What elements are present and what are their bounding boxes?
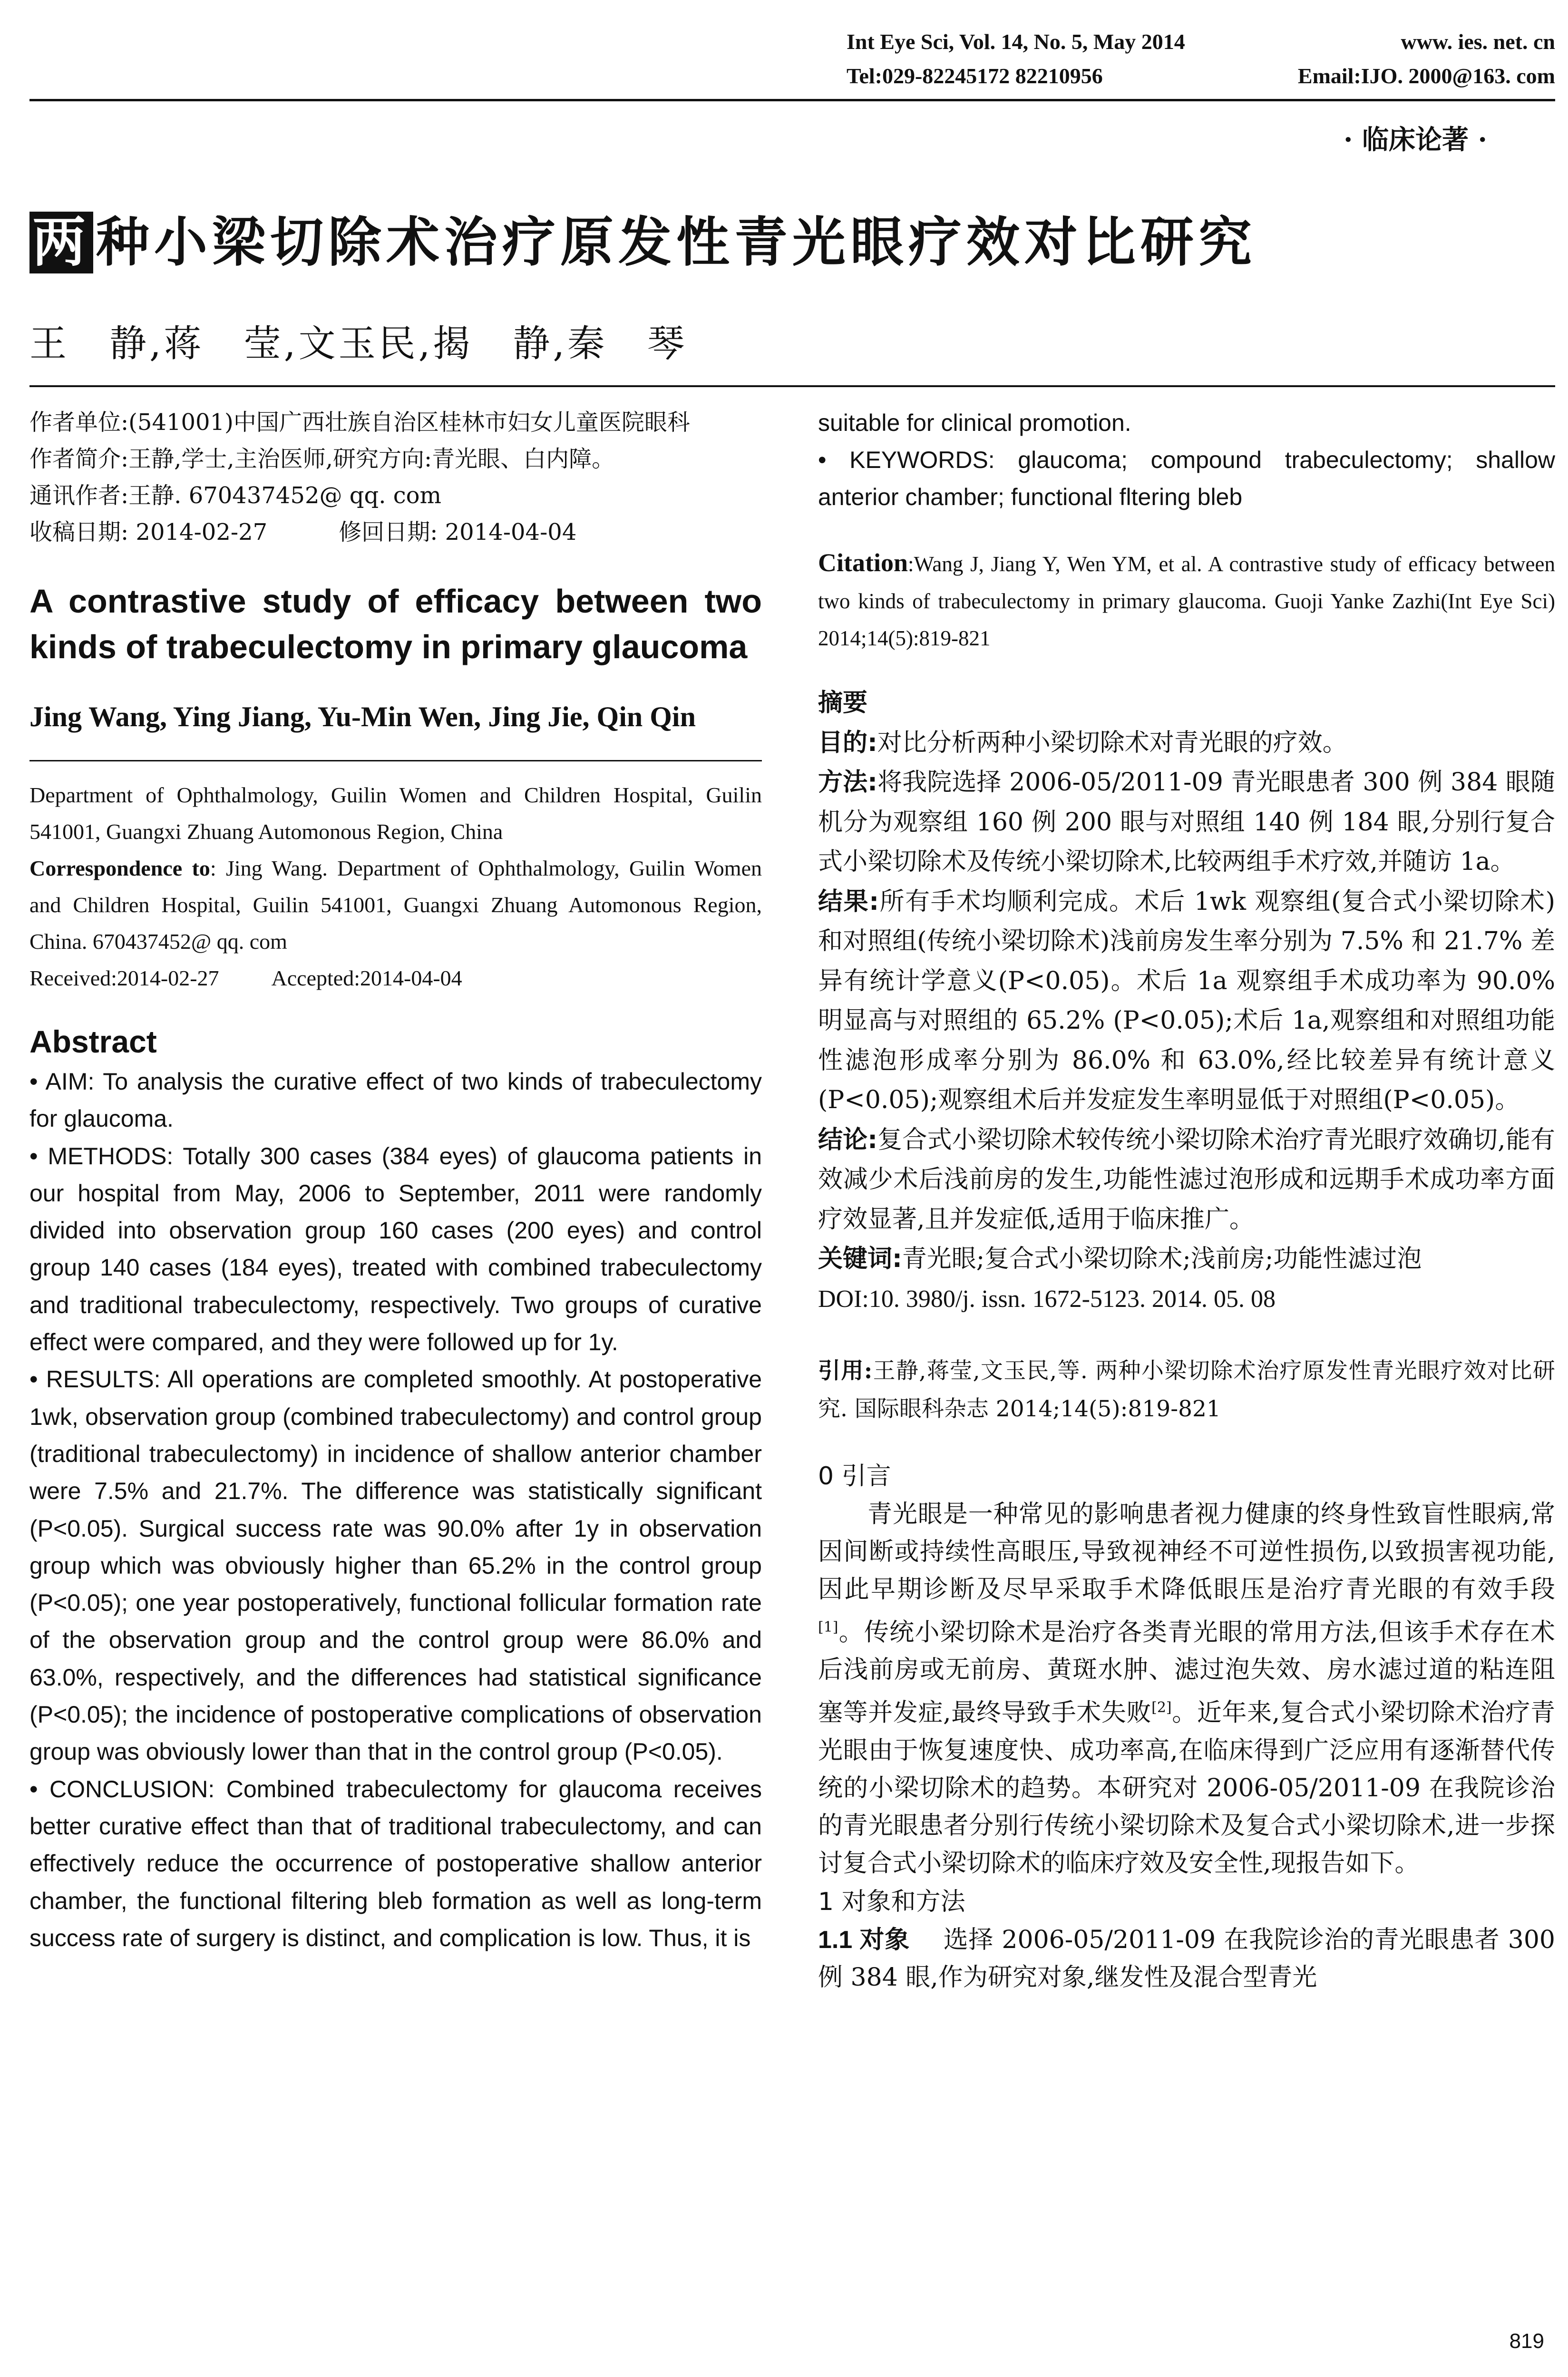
journal-line: Int Eye Sci, Vol. 14, No. 5, May 2014	[847, 29, 1185, 54]
intro-body	[818, 1496, 1555, 1882]
department-en: Department of Ophthalmology, Guilin Women and Children Hospital, Guilin 541001, Guangxi Zhuang Automonous Region, China	[29, 783, 762, 844]
dates-zh	[29, 514, 762, 551]
citation-text: :Wang J, Jiang Y, Wen YM, et al. A contrastive study of efficacy between two kinds of trabeculectomy in primary glaucoma. Guoji Yanke Zazhi(Int Eye Sci) 2014;14(5):819-821	[818, 552, 1555, 650]
abstract-zh	[818, 683, 1555, 1319]
results-text: 所有手术均顺利完成。术后 1wk 观察组(复合式小梁切除术)和对照组(传统小梁切除术)浅前房发生率分别为 7.5% 和 21.7% 差异有统计学意义(P<0.05)。术后 1a 观察组手术成功率为 90.0% 明显高与对照组的 65.2% (P<0.05);术后 1a,观察组和对照组功能性滤泡形成率分别为 86.0% 和 63.0%,经比较差异有统计意义(P<0.05);观察组术后并发症发生率明显低于对照组(P<0.05)。	[818, 887, 1555, 1114]
title-rest: 种小梁切除术治疗原发性青光眼疗效对比研究	[96, 212, 1256, 273]
ref-1[interactable]: [1]	[818, 1619, 838, 1636]
header-rule	[29, 99, 1555, 101]
correspondence-en	[29, 850, 762, 960]
section-tag: · 临床论著 ·	[1344, 124, 1487, 156]
methods-label: 方法:	[818, 768, 877, 797]
keywords-text: 青光眼;复合式小梁切除术;浅前房;功能性滤过泡	[902, 1245, 1422, 1273]
correspondence-label: Correspondence to	[29, 856, 210, 880]
ref-2[interactable]: [2]	[1151, 1699, 1172, 1716]
aim-label: 目的:	[818, 728, 877, 757]
conclusion-text: 复合式小梁切除术较传统小梁切除术治疗青光眼疗效确切,能有效减少术后浅前房的发生,功能性滤过泡形成和远期手术成功率方面疗效显著,且并发症低,适用于临床推广。	[818, 1125, 1556, 1234]
journal-header	[847, 25, 1555, 93]
intro-text-c: 。近年来,复合式小梁切除术治疗青光眼由于恢复速度快、成功率高,在临床得到广泛应用有逐渐替代传统的小梁切除术的趋势。本研究对 2006-05/2011-09 在我院诊治的青光眼患者分别行传统小梁切除术及复合式小梁切除术,进一步探讨复合式小梁切除术的临床疗效及安全性,现报告如下。	[818, 1698, 1556, 1878]
citation-en	[818, 544, 1555, 657]
abstract-aim: • AIM: To analysis the curative effect of two kinds of trabeculectomy for glaucoma.	[29, 1068, 762, 1132]
methods-heading: 1 对象和方法	[818, 1887, 965, 1916]
accepted-en: Accepted:2014-04-04	[271, 966, 462, 990]
journal-website[interactable]: www. ies. net. cn	[1401, 29, 1555, 54]
abstract-methods: • METHODS: Totally 300 cases (384 eyes) of glaucoma patients in our hospital from May, 2006 to September, 2011 were randomly divided into observation group 160 cases (200 eyes) and control group 140 cases (184 eyes), treated with combined trabeculectomy and traditional trabeculectomy, respectively. Two groups of curative effect were compared, and they were followed up for 1y.	[29, 1142, 762, 1356]
title-en: A contrastive study of efficacy between two kinds of trabeculectomy in primary glaucoma	[29, 583, 762, 665]
intro-paragraph	[818, 1496, 1555, 1882]
page-number: 819	[1509, 2329, 1544, 2353]
cite-zh-text: 王静,蒋莹,文玉民,等. 两种小梁切除术治疗原发性青光眼疗效对比研究. 国际眼科杂志 2014;14(5):819-821	[818, 1358, 1555, 1422]
author-unit: 作者单位:(541001)中国广西壮族自治区桂林市妇女儿童医院眼科	[29, 409, 690, 436]
abstract-zh-heading: 摘要	[818, 689, 868, 717]
methods-sub-text: 选择 2006-05/2011-09 在我院诊治的青光眼患者 300 例 384 眼,作为研究对象,继发性及混合型青光	[818, 1925, 1555, 1992]
received-zh: 收稿日期: 2014-02-27	[29, 519, 268, 546]
abstract-en-continued	[818, 404, 1555, 516]
abstract-conclusion-end: suitable for clinical promotion.	[818, 409, 1131, 436]
methods-sub-label: 1.1 对象	[818, 1926, 910, 1954]
corresponding-author: 通讯作者:王静. 670437452@ qq. com	[29, 482, 442, 509]
dept-rule	[29, 760, 762, 761]
intro-heading: 0 引言	[818, 1462, 891, 1490]
correspondence-text: : Jing Wang. Department of Ophthalmology, Guilin Women and Children Hospital, Guilin 541001, Guangxi Zhuang Automonous Region, China. 670437452@ qq. com	[29, 856, 762, 954]
journal-tel: Tel:029-82245172 82210956	[847, 64, 1103, 88]
results-label: 结果:	[818, 887, 879, 916]
keywords-en: • KEYWORDS: glaucoma; compound trabeculectomy; shallow anterior chamber; functional fltering bleb	[818, 447, 1555, 510]
cite-zh	[818, 1352, 1555, 1428]
methods-body	[818, 1921, 1555, 1997]
affiliation-block	[29, 777, 762, 996]
right-column	[818, 404, 1555, 1997]
authors-en: Jing Wang, Ying Jiang, Yu-Min Wen, Jing Jie, Qin Qin	[29, 701, 696, 732]
doi[interactable]: DOI:10. 3980/j. issn. 1672-5123. 2014. 05. 08	[818, 1285, 1276, 1313]
abstract-results: • RESULTS: All operations are completed smoothly. At postoperative 1wk, observation group (combined trabeculectomy) and control group (traditional trabeculectomy) in incidence of shallow anterior chamber were 7.5% and 21.7%. The difference was statistically significant (P<0.05). Surgical success rate was 90.0% after 1y in observation group which was obviously higher than 65.2% in the control group (P<0.05); one year postoperatively, functional follicular formation rate of the observation group and the control group were 86.0% and 63.0%, respectively, and the differences had statistical significance (P<0.05); the incidence of postoperative complications of observation group was obviously lower than that in the control group (P<0.05).	[29, 1366, 762, 1765]
author-bio: 作者简介:王静,学士,主治医师,研究方向:青光眼、白内障。	[29, 446, 615, 472]
left-column	[29, 404, 762, 1957]
title-initial-char: 两	[29, 212, 93, 273]
author-info	[29, 404, 762, 551]
intro-text-b: 。传统小梁切除术是治疗各类青光眼的常用方法,但该手术存在术后浅前房或无前房、黄斑水肿、滤过泡失效、房水滤过道的粘连阻塞等并发症,最终导致手术失败	[818, 1618, 1555, 1727]
conclusion-label: 结论:	[818, 1125, 878, 1154]
citation-label: Citation	[818, 548, 908, 577]
abstract-en	[29, 1063, 762, 1957]
abstract-heading: Abstract	[29, 1024, 157, 1059]
journal-email[interactable]: Email:IJO. 2000@163. com	[1297, 64, 1555, 88]
abstract-zh-keywords	[818, 1239, 1555, 1279]
intro-text-a: 青光眼是一种常见的影响患者视力健康的终身性致盲性眼病,常因间断或持续性高眼压,导致视神经不可逆性损伤,以致损害视功能,因此早期诊断及尽早采取手术降低眼压是治疗青光眼的有效手段	[818, 1500, 1555, 1604]
aim-text: 对比分析两种小梁切除术对青光眼的疗效。	[877, 728, 1347, 757]
abstract-zh-results	[818, 882, 1555, 1120]
authors-rule	[29, 385, 1555, 387]
page-title-zh	[29, 200, 1256, 276]
received-en: Received:2014-02-27	[29, 966, 219, 990]
cite-zh-label: 引用:	[818, 1358, 873, 1384]
abstract-conclusion: • CONCLUSION: Combined trabeculectomy for glaucoma receives better curative effect than that of traditional trabeculectomy, and can effectively reduce the occurrence of postoperative shallow anterior chamber, the functional filtering bleb formation as well as long-term success rate of surgery is distinct, and complication is low. Thus, it is	[29, 1775, 762, 1951]
dates-en	[29, 960, 762, 996]
abstract-zh-aim	[818, 723, 1555, 763]
authors-zh: 王 静,蒋 莹,文玉民,揭 静,秦 琴	[29, 322, 688, 365]
abstract-zh-methods	[818, 763, 1555, 882]
keywords-label: 关键词:	[818, 1245, 902, 1273]
revised-zh: 修回日期: 2014-04-04	[339, 519, 577, 546]
methods-text: 将我院选择 2006-05/2011-09 青光眼患者 300 例 384 眼随机分为观察组 160 例 200 眼与对照组 140 例 184 眼,分别行复合式小梁切除术及传统小梁切除术,比较两组手术疗效,并随访 1a。	[818, 768, 1556, 876]
abstract-zh-conclusion	[818, 1120, 1555, 1240]
